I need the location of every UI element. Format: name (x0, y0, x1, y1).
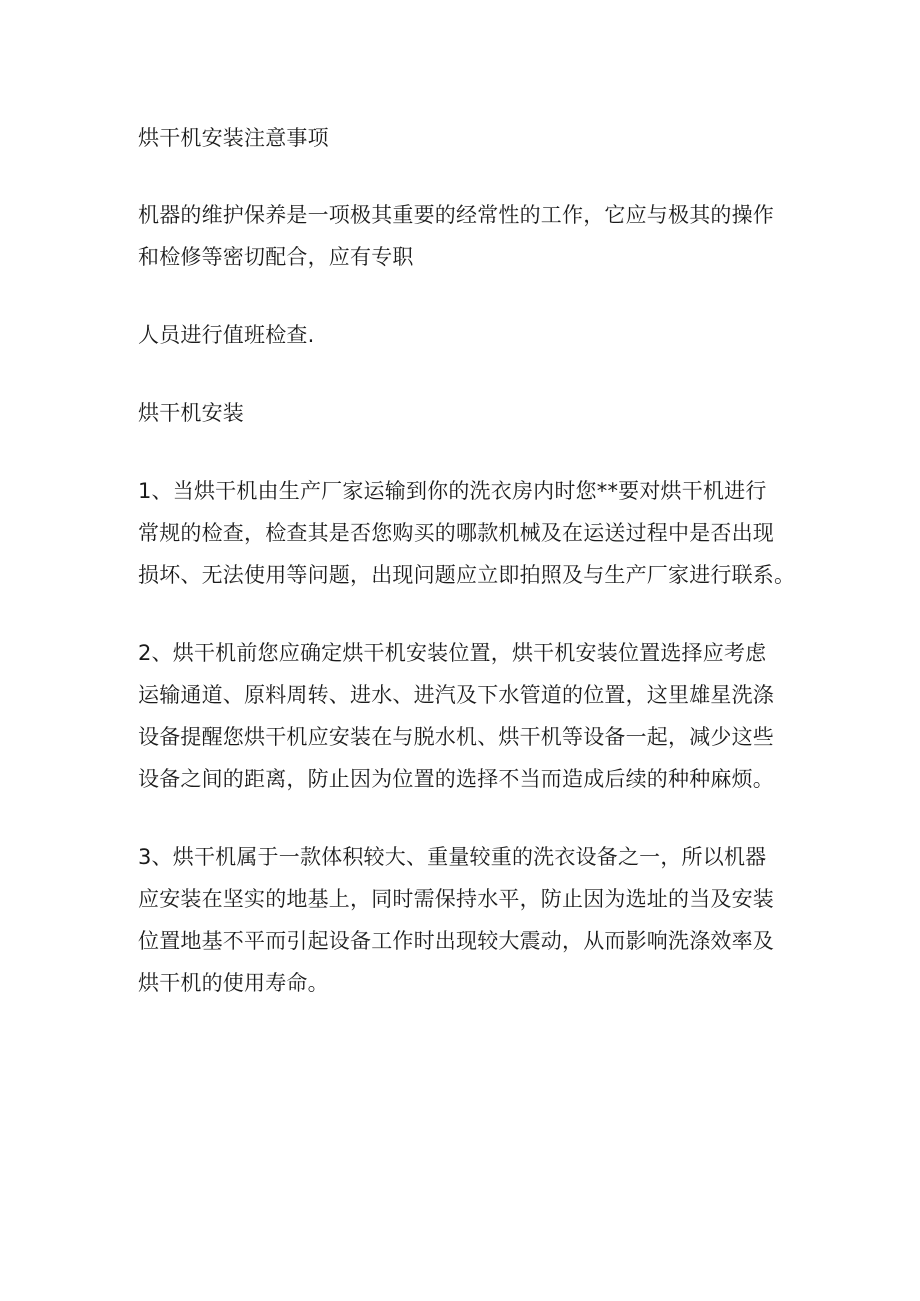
item-line: 损坏、无法使用等问题，出现问题应立即拍照及与生产厂家进行联系。 (138, 563, 796, 587)
item-line: 设备提醒您烘干机应安装在与脱水机、烘干机等设备一起，减少这些 (138, 725, 774, 749)
intro-line: 和检修等密切配合，应有专职 (138, 245, 414, 269)
section-heading (138, 392, 798, 434)
item-line: 应安装在坚实的地基上，同时需保持水平，防止因为选址的当及安装 (138, 887, 774, 911)
document-title (138, 117, 798, 159)
item-line: 位置地基不平而引起设备工作时出现较大震动，从而影响洗涤效率及 (138, 929, 774, 953)
item-line: 常规的检查，检查其是否您购买的哪款机械及在运送过程中是否出现 (138, 521, 774, 545)
intro-paragraph (138, 194, 798, 278)
item-line: 1、当烘干机由生产厂家运输到你的洗衣房内时您**要对烘干机进行 (138, 479, 767, 503)
intro-continuation-line: 人员进行值班检查. (138, 323, 315, 347)
intro-line: 机器的维护保养是一项极其重要的经常性的工作，它应与极其的操作 (138, 203, 774, 227)
intro-continuation-paragraph (138, 314, 798, 356)
item-line: 2、烘干机前您应确定烘干机安装位置，烘干机安装位置选择应考虑 (138, 641, 767, 665)
list-item-2 (138, 632, 798, 800)
section-heading-text: 烘干机安装 (138, 401, 244, 425)
item-line: 3、烘干机属于一款体积较大、重量较重的洗衣设备之一，所以机器 (138, 845, 767, 869)
list-item-3 (138, 836, 798, 1004)
item-line: 设备之间的距离，防止因为位置的选择不当而造成后续的种种麻烦。 (138, 767, 774, 791)
title-text: 烘干机安装注意事项 (138, 126, 329, 150)
document-body (138, 117, 798, 1040)
item-line: 运输通道、原料周转、进水、进汽及下水管道的位置，这里雄星洗涤 (138, 683, 774, 707)
item-line: 烘干机的使用寿命。 (138, 971, 329, 995)
list-item-1 (138, 470, 798, 596)
